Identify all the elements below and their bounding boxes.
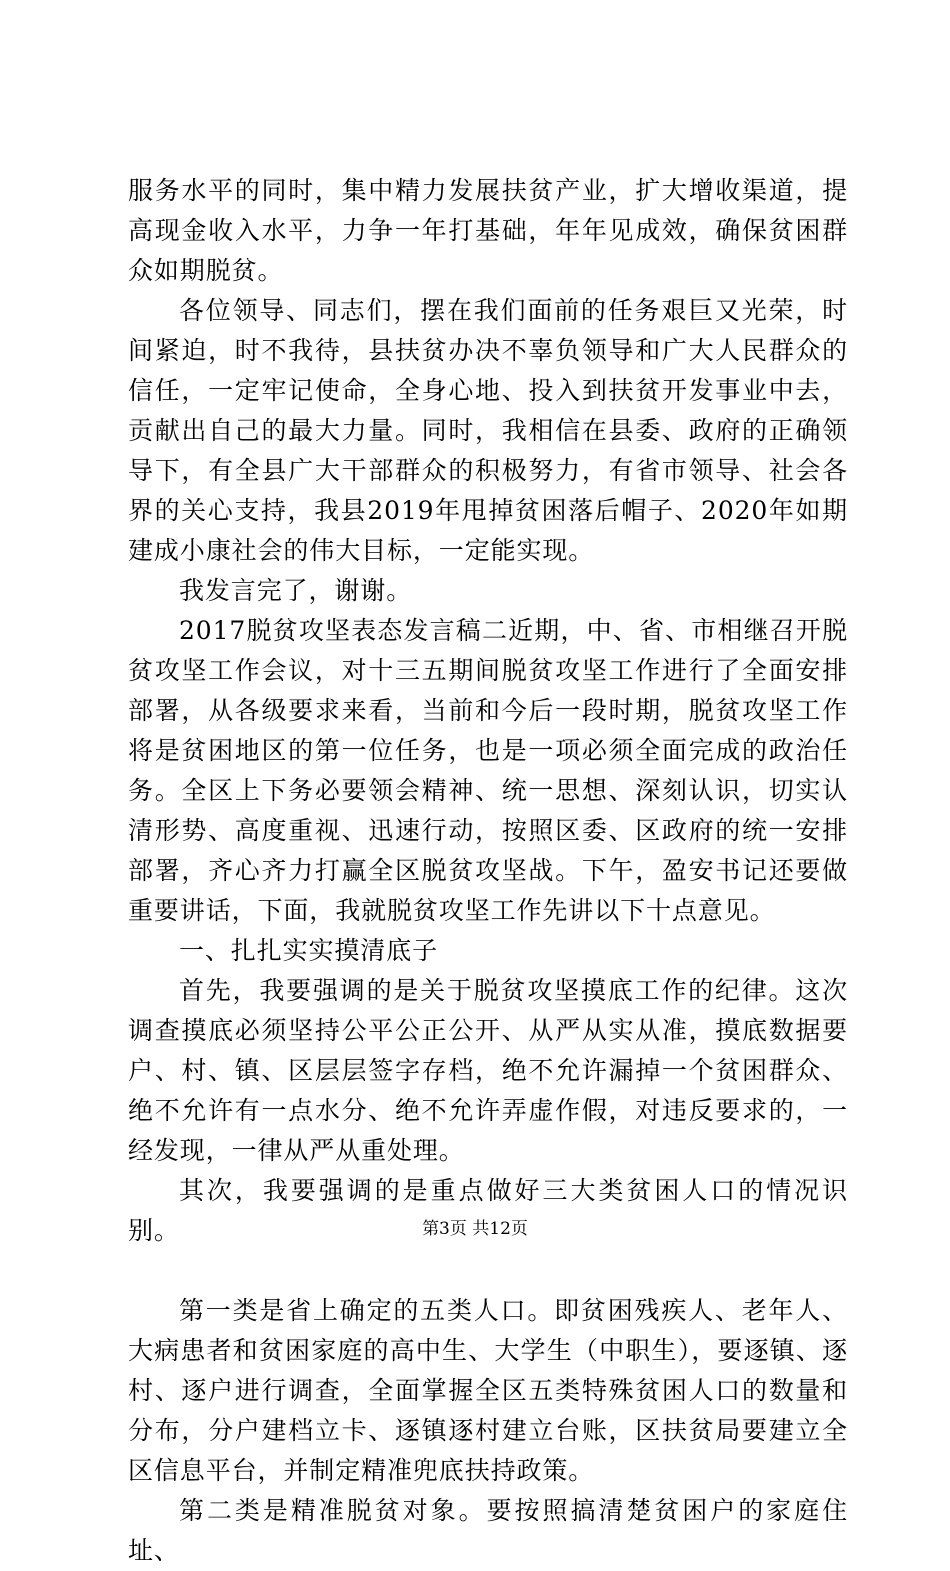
paragraph-discipline: 首先，我要强调的是关于脱贫攻坚摸底工作的纪律。这次调查摸底必须坚持公平公正公开、从严从实从准，摸底数据要户、村、镇、区层层签字存档，绝不允许漏掉一个贫困群众、绝不允许有一点水分、绝不允许弄虚作假，对违反要求的，一经发现，一律从严从重处理。	[128, 976, 848, 1165]
paragraph-category-two: 第二类是精准脱贫对象。要按照搞清楚贫困户的家庭住址、	[128, 1496, 848, 1565]
paragraph-speech-two-intro: 2017脱贫攻坚表态发言稿二近期，中、省、市相继召开脱贫攻坚工作会议，对十三五期间脱贫攻坚工作进行了全面安排部署，从各级要求来看，当前和今后一段时期，脱贫攻坚工作将是贫困地区的第一位任务，也是一项必须全面完成的政治任务。全区上下务必要领会精神、统一思想、深刻认识，切实认清形势、高度重视、迅速行动，按照区委、区政府的统一安排部署，齐心齐力打赢全区脱贫攻坚战。下午，盈安书记还要做重要讲话，下面，我就脱贫攻坚工作先讲以下十点意见。	[128, 616, 848, 925]
document-body	[128, 171, 848, 1571]
paragraph-three-categories: 其次，我要强调的是重点做好三大类贫困人口的情况识别。	[128, 1176, 848, 1245]
page-number-footer: 第3页 共12页	[422, 1219, 528, 1239]
paragraph-category-one: 第一类是省上确定的五类人口。即贫困残疾人、老年人、大病患者和贫困家庭的高中生、大学生（中职生），要逐镇、逐村、逐户进行调查，全面掌握全区五类特殊贫困人口的数量和分布，分户建档立卡、逐镇逐村建立台账，区扶贫局要建立全区信息平台，并制定精准兜底扶持政策。	[128, 1296, 848, 1485]
paragraph-closing-remarks: 各位领导、同志们，摆在我们面前的任务艰巨又光荣，时间紧迫，时不我待，县扶贫办决不辜负领导和广大人民群众的信任，一定牢记使命，全身心地、投入到扶贫开发事业中去，贡献出自己的最大力量。同时，我相信在县委、政府的正确领导下，有全县广大干部群众的积极努力，有省市领导、社会各界的关心支持，我县2019年甩掉贫困落后帽子、2020年如期建成小康社会的伟大目标，一定能实现。	[128, 296, 848, 565]
paragraph-continuation: 服务水平的同时，集中精力发展扶贫产业，扩大增收渠道，提高现金收入水平，力争一年打基础，年年见成效，确保贫困群众如期脱贫。	[128, 176, 848, 285]
paragraph-thanks: 我发言完了，谢谢。	[179, 576, 413, 605]
section-heading-1: 一、扎扎实实摸清底子	[179, 936, 439, 965]
